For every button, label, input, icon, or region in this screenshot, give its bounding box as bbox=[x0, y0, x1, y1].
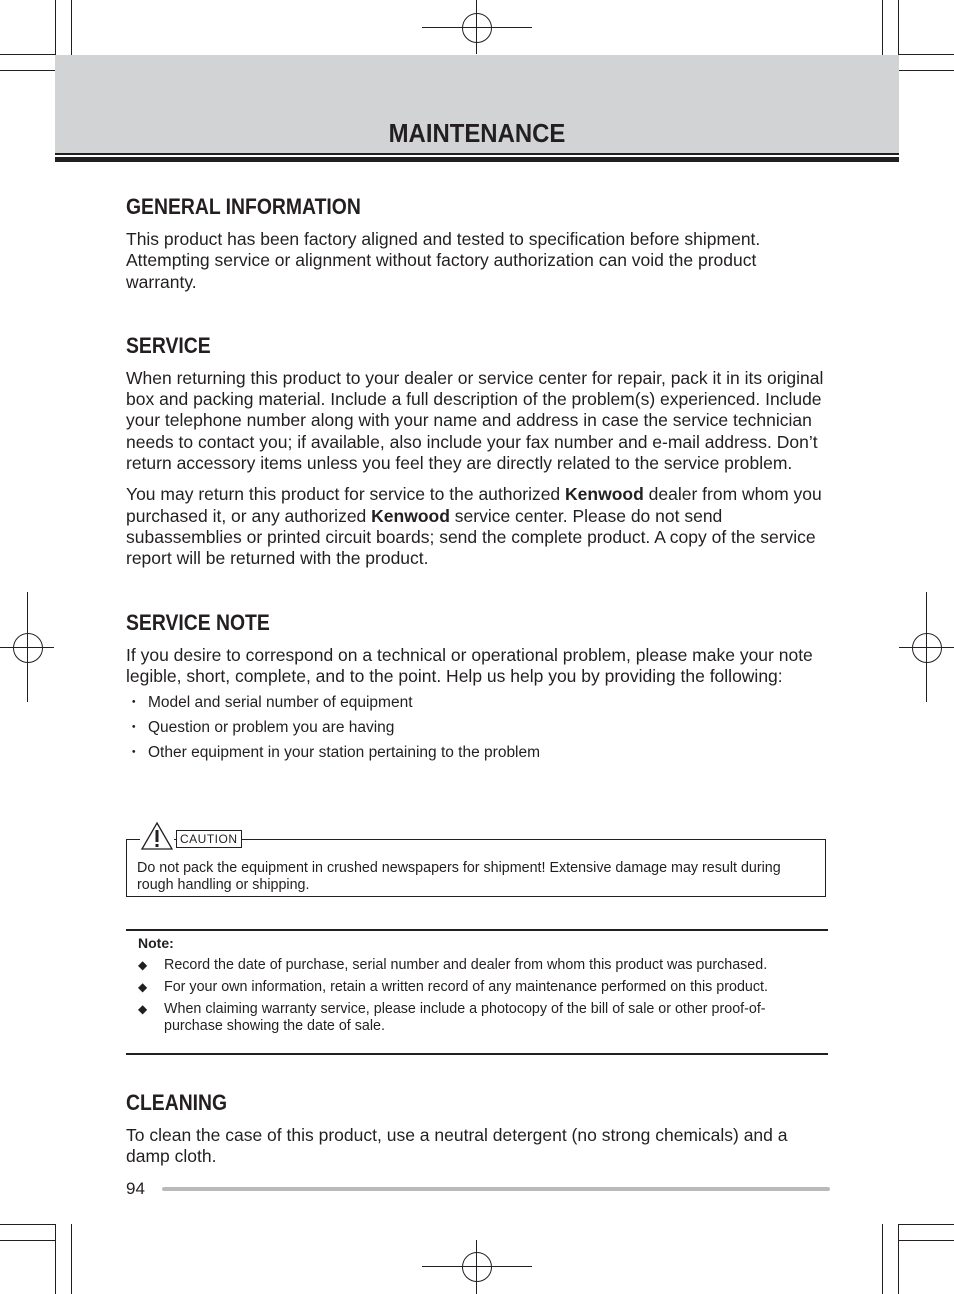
footer-rule bbox=[162, 1187, 830, 1191]
list-item-text: Model and serial number of equipment bbox=[148, 694, 413, 712]
list-item bbox=[138, 1001, 822, 1034]
main-content bbox=[126, 190, 830, 765]
list-item bbox=[138, 957, 822, 974]
text-run: You may return this product for service to the authorized bbox=[126, 484, 566, 505]
bullet-icon: ・ bbox=[126, 719, 142, 737]
page-number: 94 bbox=[126, 1179, 145, 1198]
list-item-text: For your own information, retain a written record of any maintenance performed on this product. bbox=[164, 979, 768, 995]
paragraph: When returning this product to your dealer or service center for repair, pack it in its original box and packing material. Include a full description of the problem(s) experienced. Include your telephone number along with your name and address in case the service technician needs to contact you; if available, also include your fax number and e-mail address. Don’t return accessory items unless you feel they are directly related to the service problem. bbox=[126, 367, 824, 474]
paragraph: This product has been factory aligned and tested to specification before shipment. Attempting service or alignment without factory authorization can void the product warranty. bbox=[126, 229, 761, 292]
bullet-icon: ・ bbox=[126, 744, 142, 762]
paragraph: To clean the case of this product, use a neutral detergent (no strong chemicals) and a damp cloth. bbox=[126, 1125, 788, 1167]
paragraph: If you desire to correspond on a technical or operational problem, please make your note legible, short, complete, and to the point. Help us help you by providing the following: bbox=[126, 644, 813, 686]
section-cleaning bbox=[126, 1090, 830, 1168]
diamond-bullet-icon: ◆ bbox=[138, 958, 148, 972]
note-box bbox=[126, 929, 828, 1055]
diamond-bullet-icon: ◆ bbox=[138, 980, 148, 994]
section-heading: CLEANING bbox=[126, 1090, 228, 1115]
list-item bbox=[126, 715, 830, 740]
bullet-icon: ・ bbox=[126, 694, 142, 712]
list-item-text: When claiming warranty service, please include a photocopy of the bill of sale or other proof-of-purchase showing the date of sale. bbox=[164, 1001, 766, 1034]
brand-name: Kenwood bbox=[371, 505, 450, 526]
warning-icon bbox=[140, 821, 174, 851]
section-heading: GENERAL INFORMATION bbox=[126, 194, 361, 219]
list-item-text: Record the date of purchase, serial number and dealer from whom this product was purchased. bbox=[164, 957, 768, 973]
list-item bbox=[126, 690, 830, 715]
note-title: Note: bbox=[138, 935, 174, 951]
caution-label: CAUTION bbox=[176, 830, 242, 848]
text-run: service center. Please do not send subassemblies or printed circuit boards; send the complete product. A copy of the service report will be returned with the product. bbox=[126, 505, 816, 569]
text-run: dealer from whom you purchased it, or any authorized bbox=[126, 484, 822, 526]
section-general-information bbox=[126, 194, 830, 293]
list-item bbox=[138, 979, 822, 996]
bullet-list bbox=[126, 690, 830, 765]
header-rule bbox=[55, 153, 899, 155]
list-item-text: Other equipment in your station pertaining to the problem bbox=[148, 744, 541, 762]
list-item bbox=[126, 740, 830, 765]
header-rule-thick bbox=[55, 157, 899, 162]
paragraph bbox=[126, 484, 830, 569]
section-heading: SERVICE NOTE bbox=[126, 609, 270, 635]
section-service bbox=[126, 333, 830, 570]
page-title: MAINTENANCE bbox=[388, 118, 566, 148]
brand-name: Kenwood bbox=[565, 484, 644, 505]
section-heading: SERVICE bbox=[126, 332, 211, 358]
note-list bbox=[138, 957, 822, 1040]
caution-text: Do not pack the equipment in crushed newspapers for shipment! Extensive damage may result during rough handling or shipping. bbox=[137, 860, 781, 893]
section-service-note bbox=[126, 610, 830, 766]
diamond-bullet-icon: ◆ bbox=[138, 1002, 148, 1016]
list-item-text: Question or problem you are having bbox=[148, 719, 395, 737]
